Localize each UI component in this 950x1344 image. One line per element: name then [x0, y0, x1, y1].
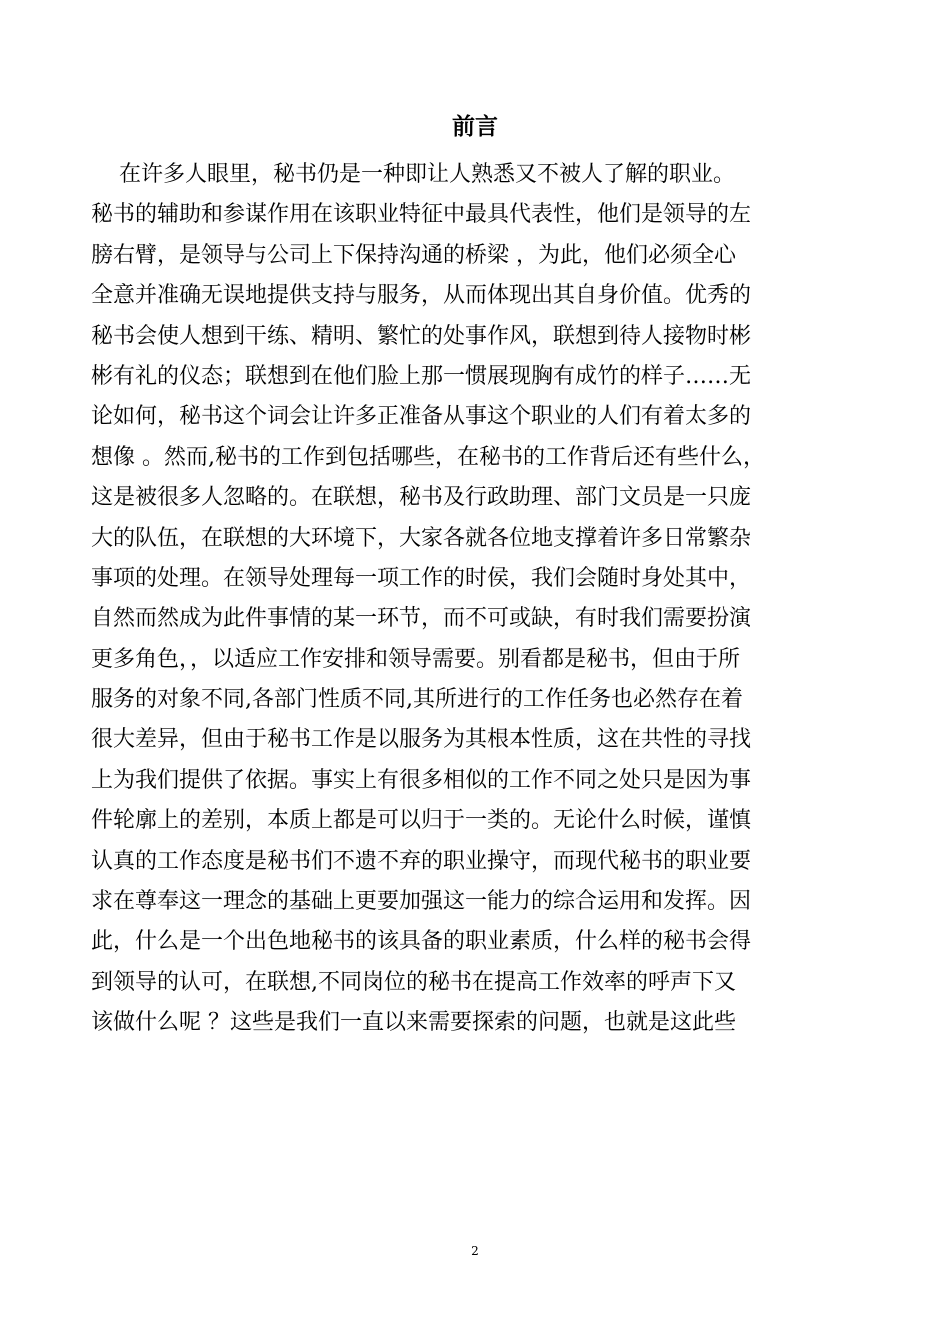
text-line: 更多角色，，以适应工作安排和领导需要。别看都是秘书，但由于所 [91, 646, 741, 672]
page-number: 2 [471, 1244, 479, 1258]
text-line: 论如何，秘书这个词会让许多正准备从事这个职业的人们有着太多的 [91, 404, 752, 430]
text-line: 认真的工作态度是秘书们不遗不弃的职业操守，而现代秘书的职业要 [91, 848, 752, 874]
page-title: 前言 [452, 113, 498, 140]
text-line: 件轮廓上的差别，本质上都是可以归于一类的。无论什么时候，谨慎 [91, 808, 752, 834]
text-line: 上为我们提供了依据。事实上有很多相似的工作不同之处只是因为事 [91, 767, 752, 793]
text-line: 事项的处理。在领导处理每一项工作的时侯，我们会随时身处其中， [91, 565, 752, 591]
text-line: 在许多人眼里，秘书仍是一种即让人熟悉又不被人了解的职业。 [91, 162, 735, 187]
text-line: 到领导的认可，在联想,不同岗位的秘书在提高工作效率的呼声下又 [91, 969, 736, 995]
text-line: 秘书会使人想到干练、精明、繁忙的处事作风，联想到待人接物时彬 [91, 323, 752, 349]
text-line: 秘书的辅助和参谋作用在该职业特征中最具代表性，他们是领导的左 [91, 202, 752, 228]
text-line: 服务的对象不同,各部门性质不同,其所进行的工作任务也必然存在着 [91, 687, 743, 713]
text-line: 该做什么呢 ？这些是我们一直以来需要探索的问题，也就是这此些 [91, 1010, 736, 1036]
text-line: 此，什么是一个出色地秘书的该具备的职业素质，什么样的秘书会得 [91, 929, 752, 955]
text-line: 彬有礼的仪态；联想到在他们脸上那一惯展现胸有成竹的样子……无 [91, 363, 752, 389]
text-line: 膀右臂，是领导与公司上下保持沟通的桥梁 ，为此，他们必须全心 [91, 242, 736, 268]
text-line: 想像 。然而,秘书的工作到包括哪些，在秘书的工作背后还有些什么， [91, 444, 765, 470]
text-line: 大的队伍，在联想的大环境下，大家各就各位地支撑着许多日常繁杂 [91, 525, 752, 551]
text-line: 这是被很多人忽略的。在联想，秘书及行政助理、部门文员是一只庞 [91, 485, 752, 511]
body-paragraph [91, 155, 881, 1044]
text-line: 自然而然成为此件事情的某一环节，而不可或缺，有时我们需要扮演 [91, 606, 752, 632]
text-line: 全意并准确无误地提供支持与服务，从而体现出其自身价值。优秀的 [91, 283, 752, 309]
text-line: 求在尊奉这一理念的基础上更要加强这一能力的综合运用和发挥。因 [91, 889, 752, 915]
text-line: 很大差异，但由于秘书工作是以服务为其根本性质，这在共性的寻找 [91, 727, 752, 753]
